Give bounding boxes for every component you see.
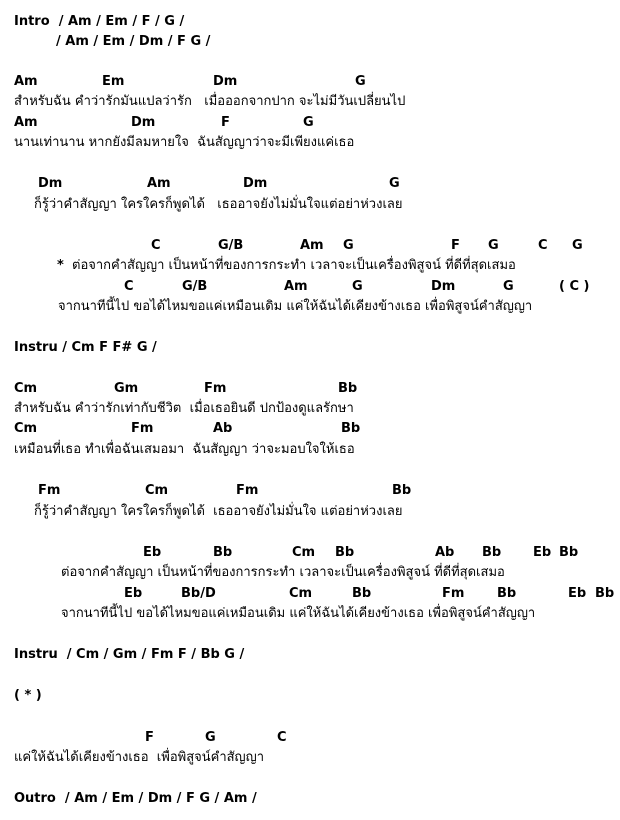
chord: ( C ): [559, 279, 590, 294]
chord: Gm: [114, 381, 139, 396]
lyric-line: ก็รู้ว่าคำสัญญา ใครใครก็พูดได้ เธออาจยังไม่มั่นใจแต่อย่าห่วงเลย: [34, 197, 403, 212]
outro-line: Outro / Am / Em / Dm / F G / Am /: [14, 791, 257, 806]
lyric-line: ก็รู้ว่าคำสัญญา ใครใครก็พูดได้ เธออาจยังไม่มั่นใจ แต่อย่าห่วงเลย: [34, 504, 403, 519]
chord: Fm: [131, 421, 154, 436]
chord: Eb: [143, 545, 162, 560]
chord: Bb: [335, 545, 355, 560]
chord: Em: [102, 74, 125, 89]
chord: G/B: [218, 238, 244, 253]
lyric-line: จากนาทีนี้ไป ขอได้ไหมขอแค่เหมือนเดิม แค่ให้ฉันได้เคียงข้างเธอ เพื่อพิสูจน์คำสัญญา: [58, 299, 533, 314]
intro-line-1: Intro / Am / Em / F / G /: [14, 14, 185, 29]
chord: Ab: [213, 421, 233, 436]
chord: Am: [14, 74, 38, 89]
chord: Fm: [38, 483, 61, 498]
chord: Bb/D: [181, 586, 216, 601]
chord: Cm: [292, 545, 316, 560]
chord: G: [303, 115, 314, 130]
intro-line-2: / Am / Em / Dm / F G /: [56, 34, 211, 49]
lyric-line: ต่อจากคำสัญญา เป็นหน้าที่ของการกระทำ เวลาจะเป็นเครื่องพิสูจน์ ที่ดีที่สุดเสมอ: [61, 565, 505, 580]
chord: C: [151, 238, 161, 253]
chord: G: [488, 238, 499, 253]
chord: G: [355, 74, 366, 89]
chord: Bb: [352, 586, 372, 601]
lyric-line: นานเท่านาน หากยังมีลมหายใจ ฉันสัญญาว่าจะมีเพียงแค่เธอ: [14, 135, 355, 150]
lyric-line: แค่ให้ฉันได้เคียงข้างเธอ เพื่อพิสูจน์คำสัญญา: [14, 750, 265, 765]
chord: Dm: [431, 279, 456, 294]
chord: Cm: [145, 483, 169, 498]
lyric-line: ต่อจากคำสัญญา เป็นหน้าที่ของการกระทำ เวลาจะเป็นเครื่องพิสูจน์ ที่ดีที่สุดเสมอ: [72, 258, 516, 273]
lyric-line: สำหรับฉัน คำว่ารักเท่ากับชีวิต เมื่อเธอยินดี ปกป้องดูแลรักษา: [14, 401, 354, 416]
chord: Eb: [124, 586, 143, 601]
chord: Am: [14, 115, 38, 130]
chord: Fm: [204, 381, 227, 396]
chord: Fm: [236, 483, 259, 498]
chord: Fm: [442, 586, 465, 601]
chord: C: [538, 238, 548, 253]
chord: Bb: [559, 545, 579, 560]
chord: Ab: [435, 545, 455, 560]
repeat-chorus-marker: ( * ): [14, 688, 42, 703]
chord: Am: [300, 238, 324, 253]
chord: G: [389, 176, 400, 191]
chord: Dm: [131, 115, 156, 130]
lyric-line: เหมือนที่เธอ ทำเพื่อฉันเสมอมา ฉันสัญญา ว่าจะมอบใจให้เธอ: [14, 442, 355, 457]
chord: Cm: [14, 381, 38, 396]
chord: G: [205, 730, 216, 745]
chord: G: [572, 238, 583, 253]
chord: Bb: [338, 381, 358, 396]
chord: Bb: [497, 586, 517, 601]
instrumental-line: Instru / Cm / Gm / Fm F / Bb G /: [14, 647, 245, 662]
chord: Bb: [392, 483, 412, 498]
chord: G: [503, 279, 514, 294]
instrumental-line: Instru / Cm F F# G /: [14, 340, 157, 355]
chord: G/B: [182, 279, 208, 294]
chord: Cm: [289, 586, 313, 601]
chord: Bb: [213, 545, 233, 560]
chord: Bb: [595, 586, 615, 601]
chord: F: [145, 730, 154, 745]
chord: Am: [284, 279, 308, 294]
chord: F: [221, 115, 230, 130]
chord: Am: [147, 176, 171, 191]
chord: F: [451, 238, 460, 253]
chord: Eb: [533, 545, 552, 560]
chord: Cm: [14, 421, 38, 436]
chord: G: [352, 279, 363, 294]
lyric-line: จากนาทีนี้ไป ขอได้ไหมขอแค่เหมือนเดิม แค่ให้ฉันได้เคียงข้างเธอ เพื่อพิสูจน์คำสัญญา: [61, 606, 536, 621]
chord: C: [124, 279, 134, 294]
lyric-line: สำหรับฉัน คำว่ารักมันแปลว่ารัก เมื่อออกจากปาก จะไม่มีวันเปลี่ยนไป: [14, 94, 406, 109]
chord: Dm: [243, 176, 268, 191]
chord: Dm: [213, 74, 238, 89]
chord: Bb: [341, 421, 361, 436]
chord: Bb: [482, 545, 502, 560]
chord: C: [277, 730, 287, 745]
chord: G: [343, 238, 354, 253]
chord: Eb: [568, 586, 587, 601]
chorus-marker: *: [57, 258, 64, 273]
chord: Dm: [38, 176, 63, 191]
